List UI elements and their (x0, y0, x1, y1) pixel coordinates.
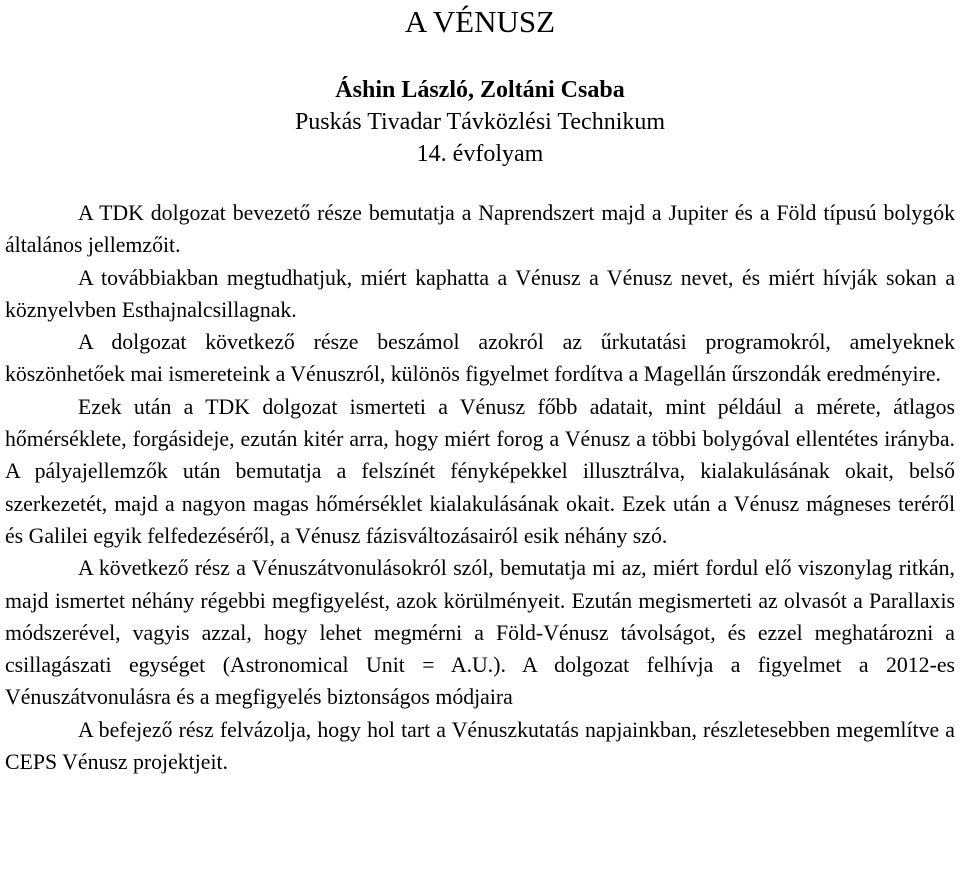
paragraph-name-origin: A továbbiakban megtudhatjuk, miért kaphatta a Vénusz a Vénusz nevet, és miért hívják sokan a köznyelvben Esthajnalcsillagnak. (5, 265, 955, 322)
document-page (5, 0, 955, 778)
authors: Áshin László, Zoltáni Csaba (335, 77, 625, 103)
document-title: A VÉNUSZ (404, 4, 556, 39)
paragraph-venus-data: Ezek után a TDK dolgozat ismerteti a Vénusz főbb adatait, mint például a mérete, átlagos hőmérséklete, forgásideje, ezután kitér arra, hogy miért forog a Vénusz a többi bolygóval ellentétes irányba. A pályajellemzők után bemutatja a felszínét fényképekkel illusztrálva, kialakulásának okait, belső szerkezetét, majd a nagyon magas hőmérséklet kialakulásának okait. Ezek után a Vénusz mágneses teréről és Galilei egyik felfedezéséről, a Vénusz fázisváltozásairól esik néhány szó. (5, 394, 955, 548)
paragraph-conclusion: A befejező rész felvázolja, hogy hol tart a Vénuszkutatás napjainkban, részletesebben megemlítve a CEPS Vénusz projektjeit. (5, 717, 955, 775)
institution: Puskás Tivadar Távközlési Technikum (294, 109, 666, 135)
paragraph-transits: A következő rész a Vénuszátvonulásokról szól, bemutatja mi az, miért fordul elő viszonylag ritkán, majd ismertet néhány régebbi megfigyelést, azok körülményeit. Ezután megismerteti az olvasót a Parallaxis módszerével, vagyis azzal, hogy lehet megmérni a Föld-Vénusz távolságot, és ezzel meghatározni a csillagászati egységet (Astronomical Unit = A.U.). A dolgozat felhívja a figyelmet a 2012-es Vénuszátvonulásra és a megfigyelés biztonságos módjaira (5, 556, 955, 710)
paragraph-space-programs: A dolgozat következő része beszámol azokról az űrkutatási programokról, amelyeknek köszönhetőek mai ismereteink a Vénuszról, különös figyelmet fordítva a Magellán űrszondák eredményire. (5, 330, 955, 387)
paragraph-intro: A TDK dolgozat bevezető része bemutatja a Naprendszert majd a Jupiter és a Föld típusú bolygók általános jellemzőit. (5, 201, 955, 258)
abstract-body (5, 197, 955, 778)
year-level: 14. évfolyam (416, 141, 544, 167)
